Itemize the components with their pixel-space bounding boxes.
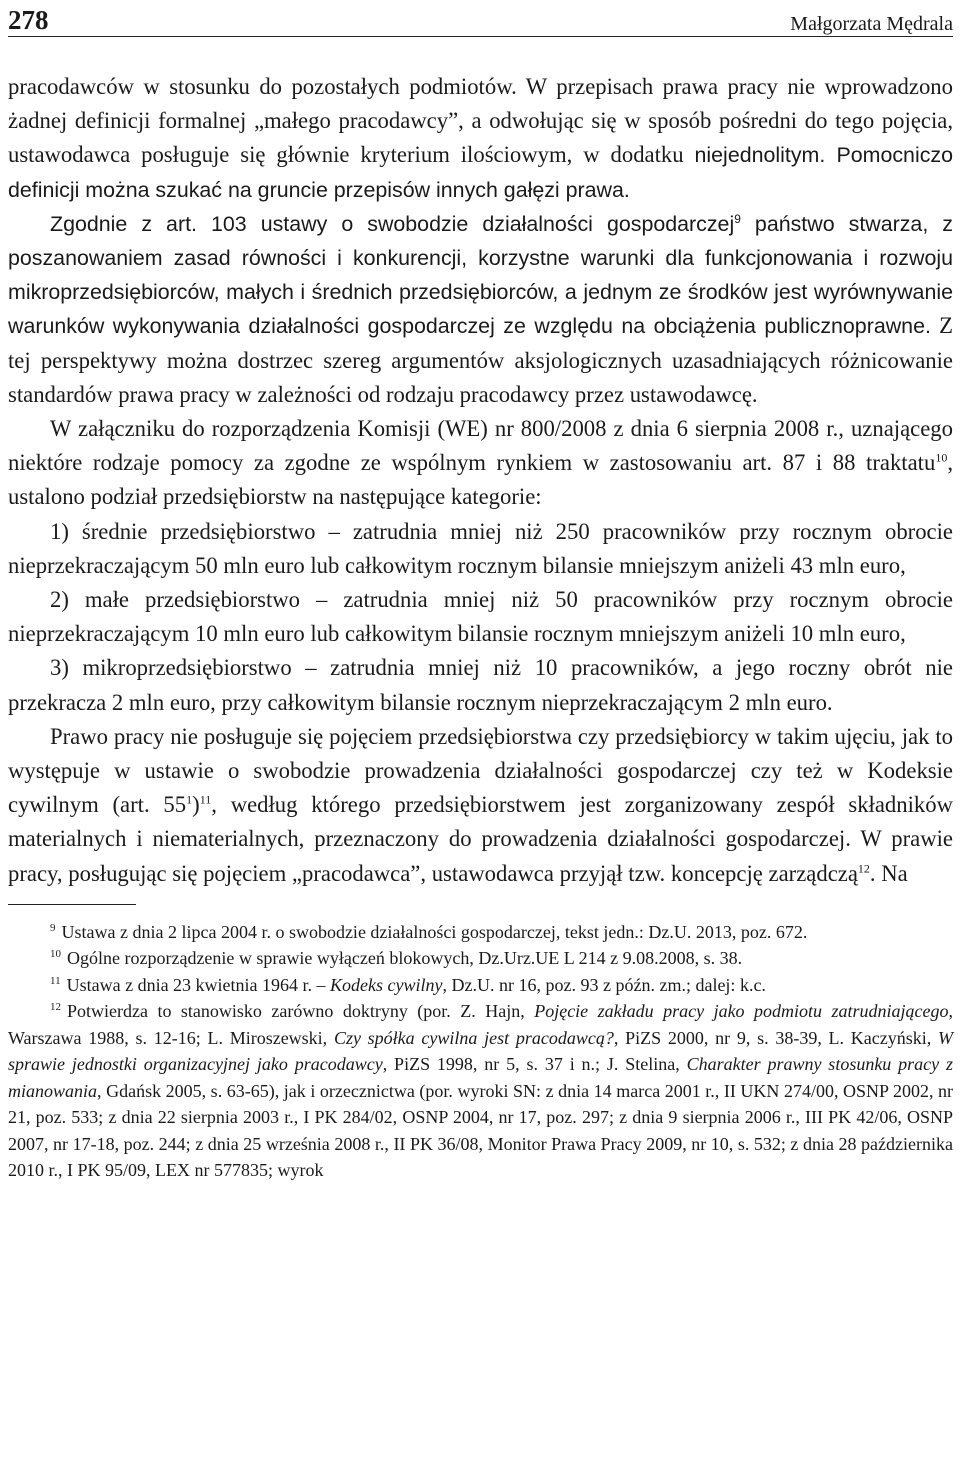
paragraph-2-sans-a: Zgodnie z art. 103 ustawy o swobodzie działalności gospodarczej [50, 211, 735, 236]
footnote-12-e: , Gdańsk 2005, s. 63-65), jak i orzecznictwa (por. wyroki SN: z dnia 14 marca 2001 r., II UKN 274/00, OSNP 2002, nr 21, poz. 533; z dnia 22 sierpnia 2003 r., I PK 284/02, OSNP 2004, nr 17, poz. 297; z dnia 9 sierpnia 2006 r., III PK 42/06, OSNP 2007, nr 17-18, poz. 244; z dnia 25 września 2008 r., II PK 36/08, Monitor Prawa Pracy 2009, nr 10, s. 532; z dnia 28 października 2010 r., I PK 95/09, LEX nr 577835; wyrok [8, 1080, 953, 1181]
footnote-10-text: Ogólne rozporządzenie w sprawie wyłączeń blokowych, Dz.Urz.UE L 214 z 9.08.2008, s. 38. [67, 948, 743, 969]
footnote-ref-11: 11 [199, 792, 212, 807]
list-item-2: 2) małe przedsiębiorstwo – zatrudnia mniej niż 50 pracowników przy rocznym obrocie nieprzekraczającym 10 mln euro lub całkowitym bilansie rocznym mniejszym aniżeli 10 mln euro, [8, 587, 953, 647]
paragraph-4-d: . Na [869, 860, 908, 886]
paragraph-1-serif: pracodawców w stosunku do pozostałych podmiotów. W przepisach prawa pracy nie wprowadzono żadnej definicji formalnej „małego pracodawcy”, a odwołując się w sposób pośredni do tego pojęcia, ustawodawca posługuje się głównie kryterium ilościowym, w dodatku [8, 74, 953, 168]
paragraph-3-b: , ustalono podział przedsiębiorstw na następujące kategorie: [8, 450, 953, 510]
paragraph-4-b: ) [192, 792, 200, 818]
footnote-10-number: 10 [50, 948, 61, 961]
footnote-12-italic-2: Czy spółka cywilna jest pracodawcą? [333, 1027, 614, 1048]
footnote-11-a: Ustawa z dnia 23 kwietnia 1964 r. – [66, 974, 331, 995]
running-author: Małgorzata Mędrala [790, 13, 953, 35]
footnote-12-italic-3: W sprawie jednostki organizacyjnej jako pracodawcy [8, 1027, 954, 1075]
paragraph-4-a: Prawo pracy nie posługuje się pojęciem przedsiębiorstwa czy przedsiębiorcy w takim ujęciu, jak to występuje w ustawie o swobodzie prowadzenia działalności gospodarczej czy też w Kodeksie cywilnym (art. 55 [8, 723, 953, 818]
footnote-12-d: , PiZS 1998, nr 5, s. 37 i n.; J. Stelina, [382, 1054, 687, 1075]
footnote-12-italic-4: Charakter prawny stosunku pracy z mianowania [8, 1054, 954, 1101]
footnote-11-number: 11 [50, 974, 61, 987]
footnote-9 [8, 919, 953, 946]
footnote-12-number: 12 [50, 1001, 61, 1014]
footnote-10 [8, 945, 953, 972]
paragraph-3 [8, 412, 953, 515]
footnote-9-number: 9 [50, 921, 56, 934]
footnote-12-a: Potwierdza to stanowisko zarówno doktryny (por. Z. Hajn, [67, 1001, 535, 1022]
paragraph-2-serif: Z tej perspektywy można dostrzec szereg argumentów aksjologicznych uzasadniających różnicowanie standardów prawa pracy w zależności od rodzaju pracodawcy przez ustawodawcę. [8, 313, 954, 407]
footnote-12 [8, 998, 953, 1184]
paragraph-3-a: W załączniku do rozporządzenia Komisji (WE) nr 800/2008 z dnia 6 sierpnia 2008 r., uznającego niektóre rodzaje pomocy za zgodne ze wspólnym rynkiem w zastosowaniu art. 87 i 88 traktatu [8, 416, 953, 476]
paragraph-4-c: , według którego przedsiębiorstwem jest zorganizowany zespół składników materialnych i niematerialnych, przeznaczony do prowadzenia działalności gospodarczej. W prawie pracy, posługując się pojęciem „pracodawca”, ustawodawca przyjął tzw. koncepcję zarządczą [8, 792, 953, 886]
running-header [8, 0, 953, 37]
footnote-separator [8, 904, 136, 905]
footnotes [8, 919, 953, 1184]
footnote-11 [8, 972, 953, 999]
footnote-ref-9: 9 [734, 211, 741, 226]
paragraph-1-sans: niejednolitym. Pomocniczo definicji można szukać na gruncie przepisów innych gałęzi prawa. [8, 143, 953, 202]
footnote-12-c: , PiZS 2000, nr 9, s. 38-39, L. Kaczyński, [613, 1027, 939, 1048]
footnote-ref-10: 10 [935, 450, 948, 465]
paragraph-2-sans-b: państwo stwarza, z poszanowaniem zasad równości i konkurencji, korzystne warunki dla funkcjonowania i rozwoju mikroprzedsiębiorców, małych i średnich przedsiębiorców, a jednym ze środków jest wyrównywanie warunków wykonywania działalności gospodarczej ze względu na obciążenia publicznoprawne. [8, 211, 953, 339]
footnote-12-b: , Warszawa 1988, s. 12-16; L. Miroszewski, [8, 1001, 953, 1048]
paragraph-1 [8, 70, 953, 207]
list-item-3: 3) mikroprzedsiębiorstwo – zatrudnia mniej niż 10 pracowników, a jego roczny obrót nie przekracza 2 mln euro, przy całkowitym bilansie rocznym nieprzekraczającym 2 mln euro. [8, 655, 953, 715]
paragraph-4 [8, 720, 953, 891]
list-item-1: 1) średnie przedsiębiorstwo – zatrudnia mniej niż 250 pracowników przy rocznym obrocie nieprzekraczającym 50 mln euro lub całkowitym rocznym bilansie mniejszym aniżeli 43 mln euro, [8, 518, 953, 578]
footnote-11-b: , Dz.U. nr 16, poz. 93 z późn. zm.; dalej: k.c. [442, 974, 766, 995]
footnote-11-italic: Kodeks cywilny [330, 974, 443, 995]
footnote-12-italic-1: Pojęcie zakładu pracy jako podmiotu zatrudniającego [534, 1001, 949, 1022]
footnote-9-text: Ustawa z dnia 2 lipca 2004 r. o swobodzie działalności gospodarczej, tekst jedn.: Dz.U. 2013, poz. 672. [61, 921, 808, 942]
paragraph-2 [8, 207, 953, 412]
superscript-1: 1 [186, 792, 193, 807]
footnote-ref-12: 12 [857, 861, 870, 876]
page-number: 278 [8, 5, 49, 35]
body-text [8, 70, 953, 891]
